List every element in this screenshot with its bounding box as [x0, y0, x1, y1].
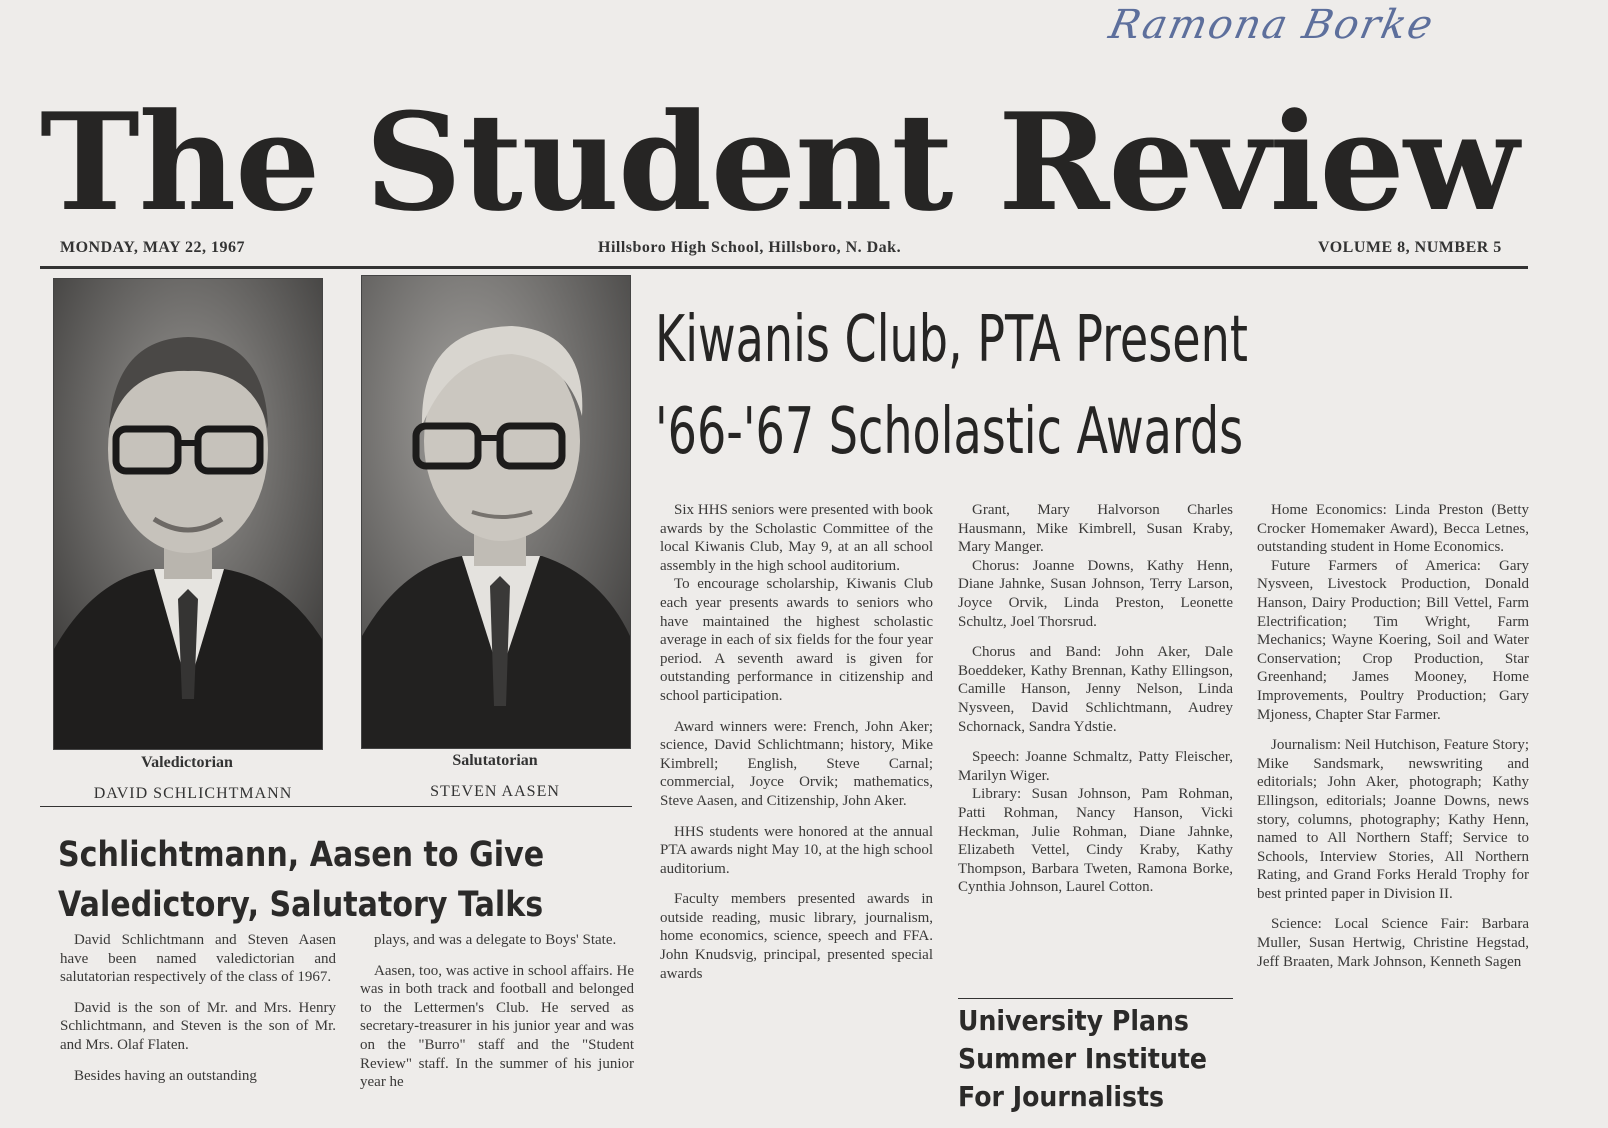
paragraph: David is the son of Mr. and Mrs. Henry Schlichtmann, and Steven is the son of Mr. and Mrs. Olaf Flaten.	[60, 999, 336, 1053]
volume-number: VOLUME 8, NUMBER 5	[1318, 239, 1502, 256]
salutatorian-photo	[361, 275, 631, 749]
main-story-column-3	[1257, 501, 1529, 1127]
paragraph: Future Farmers of America: Gary Nysveen, Livestock Production, Donald Hanson, Dairy Production; Bill Vettel, Farm Electrification; Tim Wright, Farm Mechanics; Wayne Koering, Soil and Water Conservation; Crop Production, Star Greenhand; James Mooney, Home Improvements, Poultry Production; Gary Mjoness, Chapter Star Farmer.	[1257, 557, 1529, 723]
photo-section-rule	[40, 806, 632, 807]
schlichtmann-headline	[58, 830, 544, 930]
issue-date: MONDAY, MAY 22, 1967	[60, 239, 245, 256]
paragraph: plays, and was a delegate to Boys' State.	[374, 932, 617, 948]
paragraph: Journalism: Neil Hutchison, Feature Story; Mike Sandsmark, newswriting and editorials; John Aker, photograph; Kathy Ellingson, editorials; Joanne Downs, news story, columns, photography; Kathy Henn, named to All Northern Staff; Service to Schools, Interview Stories, All Northern Rating, and Grand Forks Herald Trophy for best printed paper in Division II.	[1257, 737, 1529, 902]
paragraph: Speech: Joanne Schmaltz, Patty Fleischer, Marilyn Wiger.	[958, 749, 1233, 784]
main-headline	[655, 294, 1375, 478]
valedictorian-label: Valedictorian	[141, 754, 233, 771]
paragraph: HHS students were honored at the annual PTA awards night May 10, at the high school auditorium.	[660, 823, 933, 877]
schlichtmann-headline-line-2: Valedictory, Salutatory Talks	[58, 885, 544, 925]
paragraph: Chorus: Joanne Downs, Kathy Henn, Diane Jahnke, Susan Johnson, Terry Larson, Joyce Orvik, Linda Preston, Leonette Schultz, Joel Thorsrud.	[958, 557, 1233, 630]
valedictorian-photo	[53, 278, 323, 750]
salutatorian-name: STEVEN AASEN	[430, 783, 560, 800]
second-story-column-1	[60, 931, 336, 1128]
paragraph: Grant, Mary Halvorson Charles Hausmann, Mike Kimbrell, Susan Kraby, Mary Manger.	[958, 502, 1233, 556]
university-headline-line-3: For Journalists	[958, 1080, 1165, 1113]
university-headline-line-1: University Plans	[958, 1004, 1189, 1037]
masthead-title: The Student Review	[40, 83, 1519, 241]
valedictorian-name: DAVID SCHLICHTMANN	[93, 785, 293, 802]
paragraph: Chorus and Band: John Aker, Dale Boeddeker, Kathy Brennan, Kathy Ellingson, Camille Hanson, Jenny Nelson, Linda Nysveen, David Schlichtmann, Audrey Schornack, Sandra Ydstie.	[958, 644, 1233, 735]
paragraph: To encourage scholarship, Kiwanis Club each year presents awards to seniors who have maintained the highest scholastic average in each of six fields for the four year period. A seventh award is given for outstanding performance in citizenship and school participation.	[660, 576, 933, 704]
paragraph: Science: Local Science Fair: Barbara Muller, Susan Hertwig, Christine Hegstad, Jeff Braaten, Mark Johnson, Kenneth Sagen	[1257, 916, 1529, 970]
paragraph: Six HHS seniors were presented with book awards by the Scholastic Committee of the local Kiwanis Club, May 9, at an all school assembly in the high school auditorium.	[660, 502, 933, 574]
masthead-rule	[40, 266, 1528, 269]
main-headline-line-1: Kiwanis Club, PTA Present	[655, 303, 1248, 377]
paragraph: Home Economics: Linda Preston (Betty Crocker Homemaker Award), Becca Letnes, outstanding student in Home Economics.	[1257, 502, 1529, 556]
school-location: Hillsboro High School, Hillsboro, N. Dak.	[598, 239, 902, 256]
schlichtmann-headline-line-1: Schlichtmann, Aasen to Give	[58, 835, 545, 875]
university-headline	[958, 1002, 1208, 1116]
salutatorian-label: Salutatorian	[452, 752, 538, 769]
main-headline-line-2: '66-'67 Scholastic Awards	[655, 395, 1244, 469]
paragraph: Faculty members presented awards in outside reading, music library, journalism, home economics, science, speech and FFA. John Knudsvig, principal, presented special awards	[660, 891, 933, 982]
main-story-column-2	[958, 501, 1233, 909]
paragraph: Besides having an outstanding	[74, 1067, 257, 1084]
column-2-rule	[958, 998, 1233, 999]
main-story-column-1	[660, 501, 933, 995]
paragraph: Library: Susan Johnson, Pam Rohman, Patti Rohman, Nancy Hanson, Vicki Heckman, Julie Rohman, Diane Jahnke, Elizabeth Vettel, Cindy Kraby, Kathy Thompson, Barbara Tweten, Ramona Borke, Cynthia Johnson, Laurel Cotton.	[958, 786, 1233, 896]
paragraph: David Schlichtmann and Steven Aasen have been named valedictorian and salutatorian respectively of the class of 1967.	[60, 932, 336, 986]
handwritten-signature: Ramona Borke	[1105, 2, 1439, 48]
second-story-column-2	[360, 931, 634, 1128]
paragraph: Award winners were: French, John Aker; science, David Schlichtmann; history, Mike Kimbrell; English, Steve Carnal; commercial, Joyce Orvik; mathematics, Steve Aasen, and Citizenship, John Aker.	[660, 718, 933, 809]
paragraph: Aasen, too, was active in school affairs. He was in both track and football and belonged to the Lettermen's Club. He served as secretary-treasurer in his junior year and was on the "Burro" staff and the "Student Review" staff. In the summer of his junior year he	[360, 962, 634, 1091]
university-headline-line-2: Summer Institute	[958, 1042, 1208, 1075]
